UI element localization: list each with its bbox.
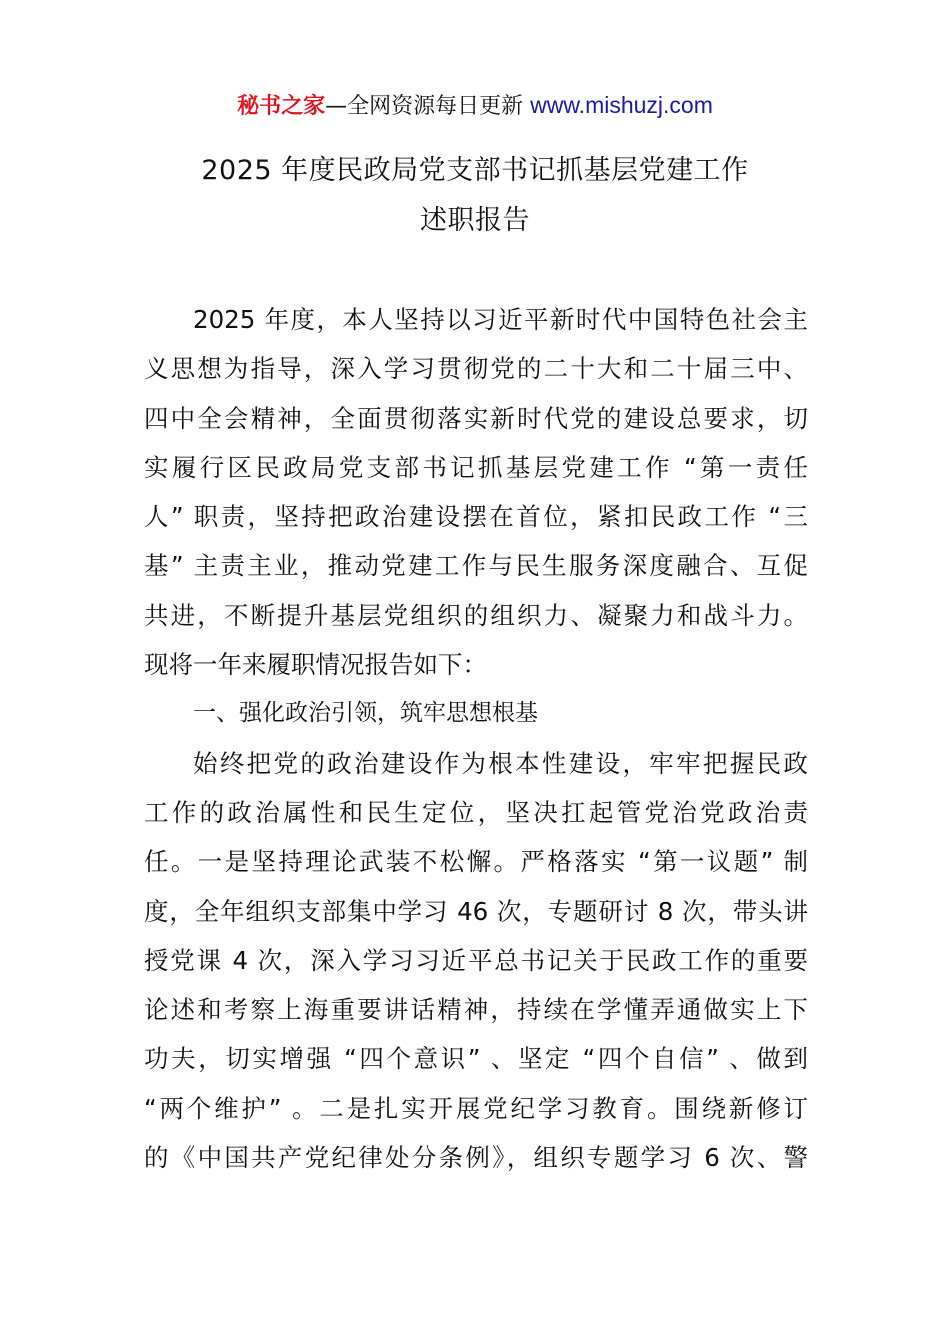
intro-line: 2025 年度，本人坚持以习近平新时代中国特色社会主: [193, 305, 808, 334]
section1-line: 任。一是坚持理论武装不松懈。严格落实 “第一议题” 制: [144, 847, 808, 877]
section1-line: 授党课 4 次，深入学习习近平总书记关于民政工作的重要: [144, 945, 808, 975]
document-body: [144, 295, 808, 1182]
section1-line: 论述和考察上海重要讲话精神，持续在学懂弄通做实上下: [144, 995, 808, 1025]
site-url-link[interactable]: www.mishuzj.com: [530, 92, 713, 118]
intro-line: 基” 主责主业，推动党建工作与民生服务深度融合、互促: [144, 551, 808, 581]
section-heading: 一、强化政治引领，筑牢思想根基: [193, 700, 538, 727]
intro-line: 现将一年来履职情况报告如下：: [144, 650, 487, 680]
section1-line: 工作的政治属性和民生定位，坚决扛起管党治党政治责: [144, 797, 808, 827]
intro-line: 四中全会精神，全面贯彻落实新时代党的建设总要求，切: [144, 403, 808, 433]
intro-line: 共进，不断提升基层党组织的组织力、凝聚力和战斗力。: [144, 600, 808, 630]
intro-line: 实履行区民政局党支部书记抓基层党建工作 “第一责任: [144, 452, 808, 482]
section1-line: 的《中国共产党纪律处分条例》，组织专题学习 6 次、警: [144, 1143, 808, 1173]
intro-line: 人” 职责，坚持把政治建设摆在首位，紧扣民政工作 “三: [144, 502, 808, 532]
section1-line: “两个维护” 。二是扎实开展党纪学习教育。围绕新修订: [144, 1093, 808, 1123]
banner-tagline: —全网资源每日更新: [325, 94, 531, 119]
title-line-2: 述职报告: [420, 205, 530, 236]
section1-line: 度，全年组织支部集中学习 46 次，专题研讨 8 次，带头讲: [144, 896, 808, 926]
section1-line: 始终把党的政治建设作为根本性建设，牢牢把握民政: [193, 748, 808, 778]
brand-name: 秘书之家: [237, 94, 326, 119]
section1-line: 功夫，切实增强 “四个意识” 、坚定 “四个自信” 、做到: [144, 1044, 808, 1074]
site-banner: [0, 88, 950, 124]
document-title: [0, 146, 950, 246]
intro-line: 义思想为指导，深入学习贯彻党的二十大和二十届三中、: [144, 354, 808, 384]
title-line-1: 2025 年度民政局党支部书记抓基层党建工作: [201, 155, 749, 186]
